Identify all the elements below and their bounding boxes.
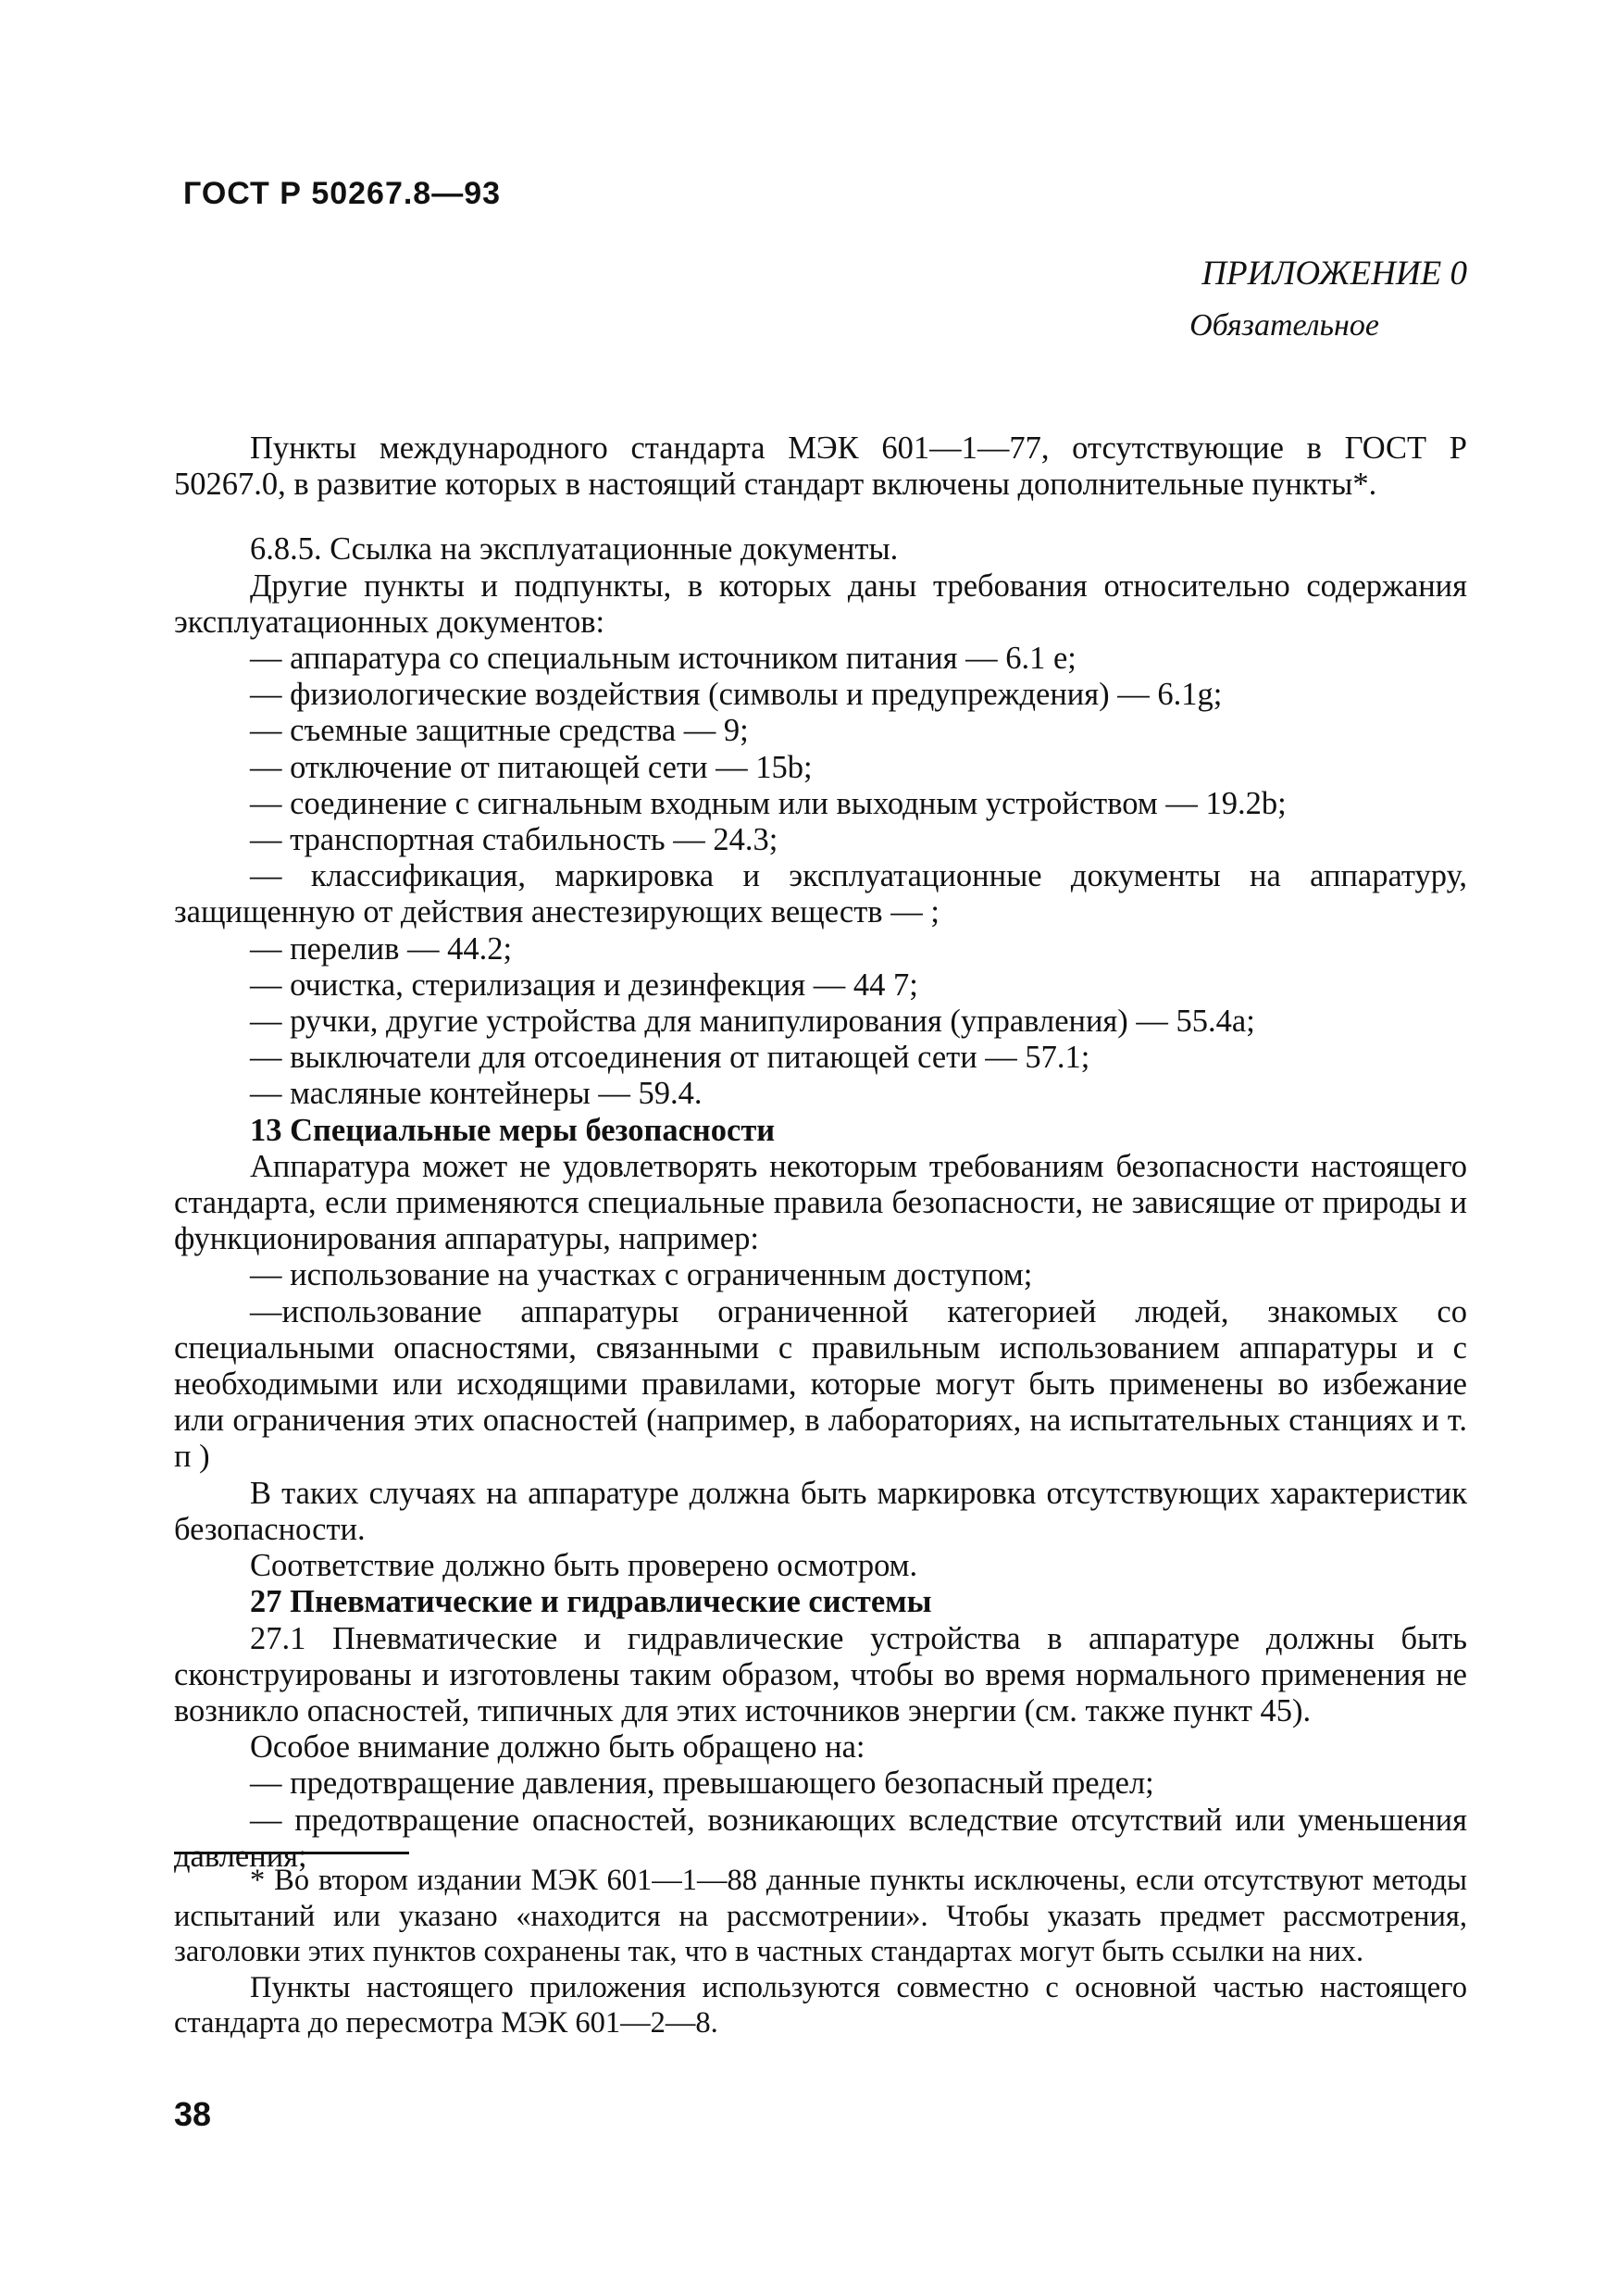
intro-paragraph: Пункты международного стандарта МЭК 601—1—77, отсутствующие в ГОСТ Р 50267.0, в развитие которых в настоящий стандарт включены дополнительные пункты*. (174, 430, 1467, 503)
list-item: — отключение от питающей сети — 15b; (250, 749, 813, 785)
section-27-paragraph: 27.1 Пневматические и гидравлические устройства в аппаратуре должны быть сконструированы и изготовлены таким образом, чтобы во время нормального применения не возникло опасностей, типичных для этих источников энергии (см. также пункт 45). (174, 1620, 1467, 1728)
list-item: — съемные защитные средства — 9; (250, 713, 749, 749)
section-13-paragraph: Аппаратура может не удовлетворять некоторым требованиям безопасности настоящего стандарта, если применяются специальные правила безопасности, не зависящие от природы и функционирования аппаратуры, например: (174, 1148, 1467, 1257)
section-27-lead: Особое внимание должно быть обращено на: (250, 1729, 865, 1766)
footnote (174, 1863, 1467, 2041)
list-item: —использование аппаратуры ограниченной категорией людей, знакомых со специальными опасностями, связанными с правильным использованием аппаратуры и с необходимыми или исходящими правилами, которые могут быть применены во избежание или ограничения этих опасностей (например, в лабораториях, на испытательных станциях и т. п ) (174, 1293, 1467, 1475)
section-13-title: 13 Специальные меры безопасности (250, 1112, 776, 1148)
list-item: — соединение с сигнальным входным или выходным устройством — 19.2b; (250, 785, 1287, 821)
list-item: — выключатели для отсоединения от питающей сети — 57.1; (250, 1040, 1090, 1076)
list-item: — перелив — 44.2; (250, 930, 513, 967)
section-13-paragraph: В таких случаях на аппаратуре должна быть маркировка отсутствующих характеристик безопасности. (174, 1475, 1467, 1547)
list-item: — использование на участках с ограниченным доступом; (250, 1257, 1033, 1293)
section-27-title: 27 Пневматические и гидравлические системы (250, 1584, 932, 1620)
footnote-divider (174, 1852, 409, 1854)
list-item: — аппаратура со специальным источником питания — 6.1 е; (250, 641, 1077, 677)
list-item: — ручки, другие устройства для манипулирования (управления) — 55.4а; (250, 1004, 1255, 1040)
list-item: — классификация, маркировка и эксплуатационные документы на аппаратуру, защищенную от действия анестезирующих веществ — ; (174, 858, 1467, 930)
page-number: 38 (174, 2095, 212, 2133)
list-item: — физиологические воздействия (символы и предупреждения) — 6.1g; (250, 677, 1223, 713)
appendix-title: ПРИЛОЖЕНИЕ 0 (1201, 255, 1467, 293)
section-685-title: 6.8.5. Ссылка на эксплуатационные документы. (250, 531, 899, 568)
appendix-heading (1189, 248, 1467, 352)
list-item: — масляные контейнеры — 59.4. (250, 1076, 703, 1112)
footnote-paragraph: Пункты настоящего приложения используются совместно с основной частью настоящего стандарта до пересмотра МЭК 601—2—8. (174, 1970, 1467, 2040)
list-item: — очистка, стерилизация и дезинфекция — 44 7; (250, 967, 918, 1003)
section-13-paragraph: Соответствие должно быть проверено осмотром. (250, 1548, 918, 1584)
document-body (174, 430, 1467, 1875)
footnote-paragraph: * Во втором издании МЭК 601—1—88 данные пункты исключены, если отсутствуют методы испытаний или указано «находится на рассмотрении». Чтобы указать предмет рассмотрения, заголовки этих пунктов сохранены так, что в частных стандартах могут быть ссылки на них. (174, 1864, 1467, 1968)
appendix-status: Обязательное (1189, 308, 1379, 343)
list-item: — транспортная стабильность — 24.3; (250, 822, 778, 858)
section-685-lead: Другие пункты и подпункты, в которых даны требования относительно содержания эксплуатационных документов: (174, 568, 1467, 640)
list-item: — предотвращение давления, превышающего безопасный предел; (250, 1766, 1154, 1802)
standard-code: ГОСТ Р 50267.8—93 (183, 176, 502, 211)
list-item: — предотвращение опасностей, возникающих вследствие отсутствий или уменьшения давления; (174, 1802, 1467, 1874)
